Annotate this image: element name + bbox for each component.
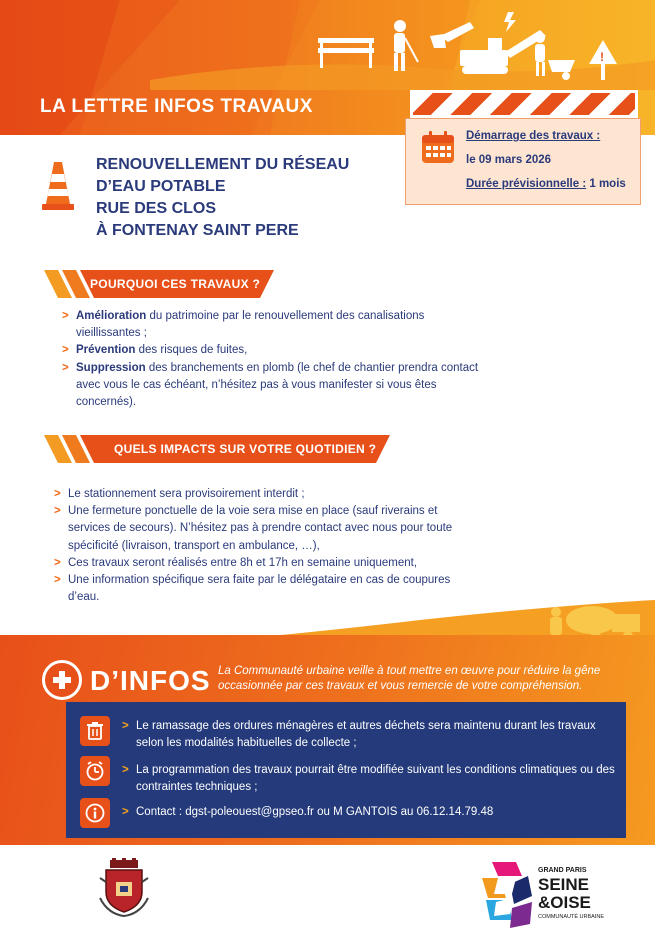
bag-worker-silhouette [550, 607, 562, 635]
info-item-contact: > Contact : dgst-poleouest@gpseo.fr ou M GANTOIS au 06.12.14.79.48 [136, 804, 616, 821]
duration-line [466, 178, 626, 190]
list-item: > Une fermeture ponctuelle de la voie sera mise en place (sauf riverains et services de secours). N’hésitez pas à prendre contact avec nous pour toute spécificité (livraison, transport en ambulance, …), [54, 503, 482, 555]
start-label: Démarrage des travaux : [466, 130, 601, 142]
list-item: > Le stationnement sera provisoirement interdit ; [54, 486, 482, 503]
logo-line-1: GRAND PARIS [538, 867, 587, 874]
list-item: > Ces travaux seront réalisés entre 8h et 17h en semaine uniquement, [54, 555, 482, 572]
impacts-banner [44, 435, 390, 463]
clock-icon [80, 756, 110, 786]
list-item: > Suppression des branchements en plomb (le chef de chantier prendra contact avec vous le cas échéant, n’hésitez pas à vous manifester si vous êtes concernés). [62, 360, 482, 412]
infos-box [66, 702, 626, 838]
infos-intro: La Communauté urbaine veille à tout mettre en œuvre pour réduire la gêne occasionnée par ces travaux et vous remercie de votre compréhension. [218, 665, 601, 692]
plus-icon [42, 660, 82, 700]
title-line-3: RUE DES CLOS [96, 200, 217, 217]
page-title: LA LETTRE INFOS TRAVAUX [40, 96, 313, 117]
duration-value: 1 mois [589, 178, 626, 190]
traffic-cone-icon [42, 162, 74, 212]
info-icon [80, 798, 110, 828]
trash-icon [80, 716, 110, 746]
why-list [62, 308, 482, 411]
list-item: > Amélioration du patrimoine par le renouvellement des canalisations vieillissantes ; [62, 308, 482, 342]
infos-title: D’INFOS [90, 665, 211, 696]
works-title [96, 154, 349, 242]
town-crest-logo [96, 858, 152, 918]
gpseo-logo [482, 858, 605, 930]
info-item-collection: > Le ramassage des ordures ménagères et autres déchets sera maintenu durant les travaux selon les modalités habituelles de collecte ; [136, 718, 616, 752]
logo-line-2: SEINE [538, 875, 590, 894]
list-item: > Une information spécifique sera faite par le délégataire en cas de coupures d’eau. [54, 572, 482, 606]
barrier-stripe [410, 90, 638, 118]
logo-line-3: &OISE [538, 893, 591, 912]
dates-box [405, 118, 641, 205]
title-line-2: D’EAU POTABLE [96, 178, 226, 195]
info-item-schedule: > La programmation des travaux pourrait être modifiée suivant les conditions climatiques ou des contraintes techniques ; [136, 762, 616, 796]
why-banner [44, 270, 274, 298]
start-value: le 09 mars 2026 [466, 154, 552, 166]
impacts-list [54, 486, 482, 606]
list-item: > Prévention des risques de fuites, [62, 342, 482, 359]
duration-label: Durée prévisionnelle : [466, 178, 587, 190]
logo-line-4: COMMUNAUTÉ URBAINE [538, 914, 605, 920]
impacts-heading: QUELS IMPACTS SUR VOTRE QUOTIDIEN ? [114, 442, 377, 456]
title-line-4: À FONTENAY SAINT PERE [96, 222, 299, 239]
calendar-icon [420, 129, 456, 165]
why-heading: POURQUOI CES TRAVAUX ? [90, 277, 261, 291]
svg-text:!: ! [600, 50, 604, 64]
title-line-1: RENOUVELLEMENT DU RÉSEAU [96, 156, 350, 173]
